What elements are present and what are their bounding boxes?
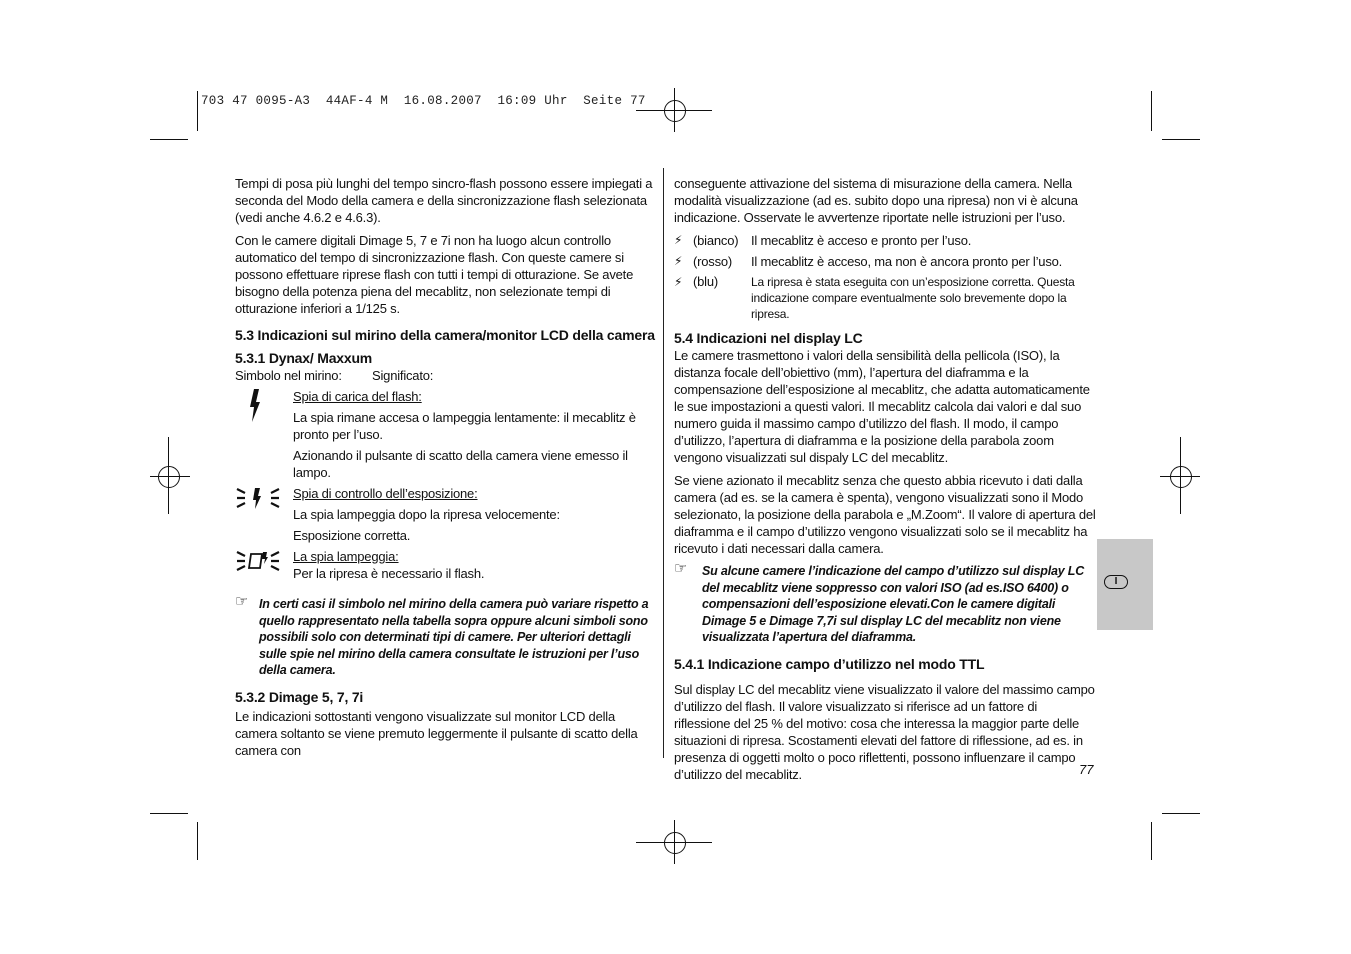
section-heading-5-4: 5.4 Indicazioni nel display LC [674,330,863,346]
symbol-row-flash-needed [235,548,655,582]
section-heading-5-3: 5.3 Indicazioni sul mirino della camera/monitor LCD della camera [235,327,655,343]
paragraph: conseguente attivazione del sistema di misurazione della camera. Nella modalità visualizzazione (ad es. subito dopo una ripresa) non vi è alcuna indicazione. Osservate le avvertenze riportate nelle istruzioni per l’uso. [674,176,1078,225]
section-heading-5-4-1: 5.4.1 Indicazione campo d’utilizzo nel modo TTL [674,655,985,672]
right-column [674,175,1096,789]
symbol-title: Spia di controllo dell’esposizione: [293,486,478,501]
paragraph: Tempi di posa più lunghi del tempo sincro-flash possono essere impiegati a seconda del Modo della camera e della sincronizzazione flash selezionata (vedi anche 4.6.2 e 4.6.3). [235,176,653,225]
blinking-camera-flash-icon [235,548,281,574]
color-label: (bianco) [693,233,739,248]
color-row-red [674,253,1096,270]
symbol-text: La spia lampeggia dopo la ripresa velocemente: [293,507,560,522]
column-divider [663,168,664,758]
color-text: La ripresa è stata eseguita con un’esposizione corretta. Questa indicazione compare eventualmente solo brevemente dopo la ripresa. [751,275,1075,321]
color-text: Il mecablitz è acceso, ma non è ancora pronto per l’uso. [751,254,1063,269]
color-text: Il mecablitz è acceso e pronto per l’uso. [751,233,972,248]
symbol-row-exposure [235,485,655,544]
left-column [235,175,655,765]
color-label: (blu) [693,274,719,289]
color-row-blue [674,274,1096,322]
symbol-row-flash-ready [235,388,655,481]
col-symbol-label: Simbolo nel mirino: [235,368,342,383]
note-block [674,560,1096,646]
paragraph: Sul display LC del mecablitz viene visualizzato il valore del massimo campo d’utilizzo del flash. Il valore visualizzato si riferisce ad un fattore di riflessione del 25 % del motivo: cosa che interessa la maggior parte delle situazioni di ripresa. Scostamenti elevati del fattore di riflessione, ad es. in presenza di oggetti molto o poco riflettenti, possono influenzare il campo d’utilizzo del mecablitz. [674,681,1095,782]
symbol-text: Azionando il pulsante di scatto della camera viene emesso il lampo. [293,448,628,480]
note-text: In certi casi il simbolo nel mirino della camera può variare rispetto a quello rappresentato nella tabella sopra oppure alcuni simboli sono possibili solo con determinati tipi di camere. Per ulteriori dettagli sulle spie nel mirino della camera consultate le istruzioni per l’uso della camera. [259,597,649,677]
paragraph: Con le camere digitali Dimage 5, 7 e 7i non ha luogo alcun controllo automatico del tempo di sincronizzazione flash. Con queste camere si possono effettuare riprese flash con tutti i tempi di otturazione. Se avete bisogno della potenza piena del mecablitz, non selezionate tempi di otturazione inferiori a 1/125 s. [235,233,634,316]
paragraph: Le camere trasmettono i valori della sensibilità della pellicola (ISO), la distanza focale dell’obiettivo (mm), l’apertura del diaframma e la compensazione dell’esposizione al mecablitz, che adatta automaticamente le sue impostazioni a questi valori. Il mecablitz calcola dai valori e dal suo numero guida il massimo campo d’utilizzo del flash. Il modo, il campo d’utilizzo, l’apertura di diaframma e la posizione della parabola zoom vengono visualizzati sul dispaly LC del mecablitz. [674,348,1090,465]
print-header: 703 47 0095-A3 44AF-4 M 16.08.2007 16:09 Uhr Seite 77 [201,94,646,108]
section-heading-5-3-2: 5.3.2 Dimage 5, 7, 7i [235,688,364,705]
col-meaning-label: Significato: [372,368,434,383]
flash-icon: ⚡ [674,275,683,289]
blinking-flash-icon [235,485,281,511]
symbol-text: Esposizione corretta. [293,528,411,543]
flash-icon [247,388,267,424]
page-number: 77 [1079,762,1094,777]
note-block [235,593,655,679]
symbol-title: La spia lampeggia: [293,549,399,564]
flash-icon: ⚡ [674,254,683,268]
language-tab-label: I [1104,575,1128,589]
pointing-hand-icon: ☞ [235,593,249,610]
symbol-text: La spia rimane accesa o lampeggia lentamente: il mecablitz è pronto per l’uso. [293,410,636,442]
symbol-text: Per la ripresa è necessario il flash. [293,566,485,581]
paragraph: Se viene azionato il mecablitz senza che questo abbia ricevuto i dati dalla camera (ad es. se la camera è spenta), vengono visualizzati sono il Modo selezionato, la posizione della parabola e „M.Zoom“. Il valore di apertura del diaframma e il campo d’utilizzo vengono visualizzati solo se il mecablitz ha ricevuto i dati necessari dalla camera. [674,473,1096,556]
pointing-hand-icon: ☞ [674,560,688,577]
color-row-white [674,232,1096,249]
paragraph: Le indicazioni sottostanti vengono visualizzate sul monitor LCD della camera soltanto se viene premuto leggermente il pulsante di scatto della camera con [235,708,638,758]
flash-icon: ⚡ [674,233,683,247]
symbol-title: Spia di carica del flash: [293,389,422,404]
note-text: Su alcune camere l’indicazione del campo d’utilizzo sul display LC del mecablitz viene soppresso con valori ISO (ad es.ISO 6400) o compensazioni dell’esposizione elevati.Con le camere digitali Dimage 5 e Dimage 7,7i sul display LC del mecablitz non viene visualizzata l’apertura del diaframma. [702,564,1085,644]
color-label: (rosso) [693,254,733,269]
section-heading-5-3-1: 5.3.1 Dynax/ Maxxum [235,350,373,366]
table-header [235,367,655,384]
